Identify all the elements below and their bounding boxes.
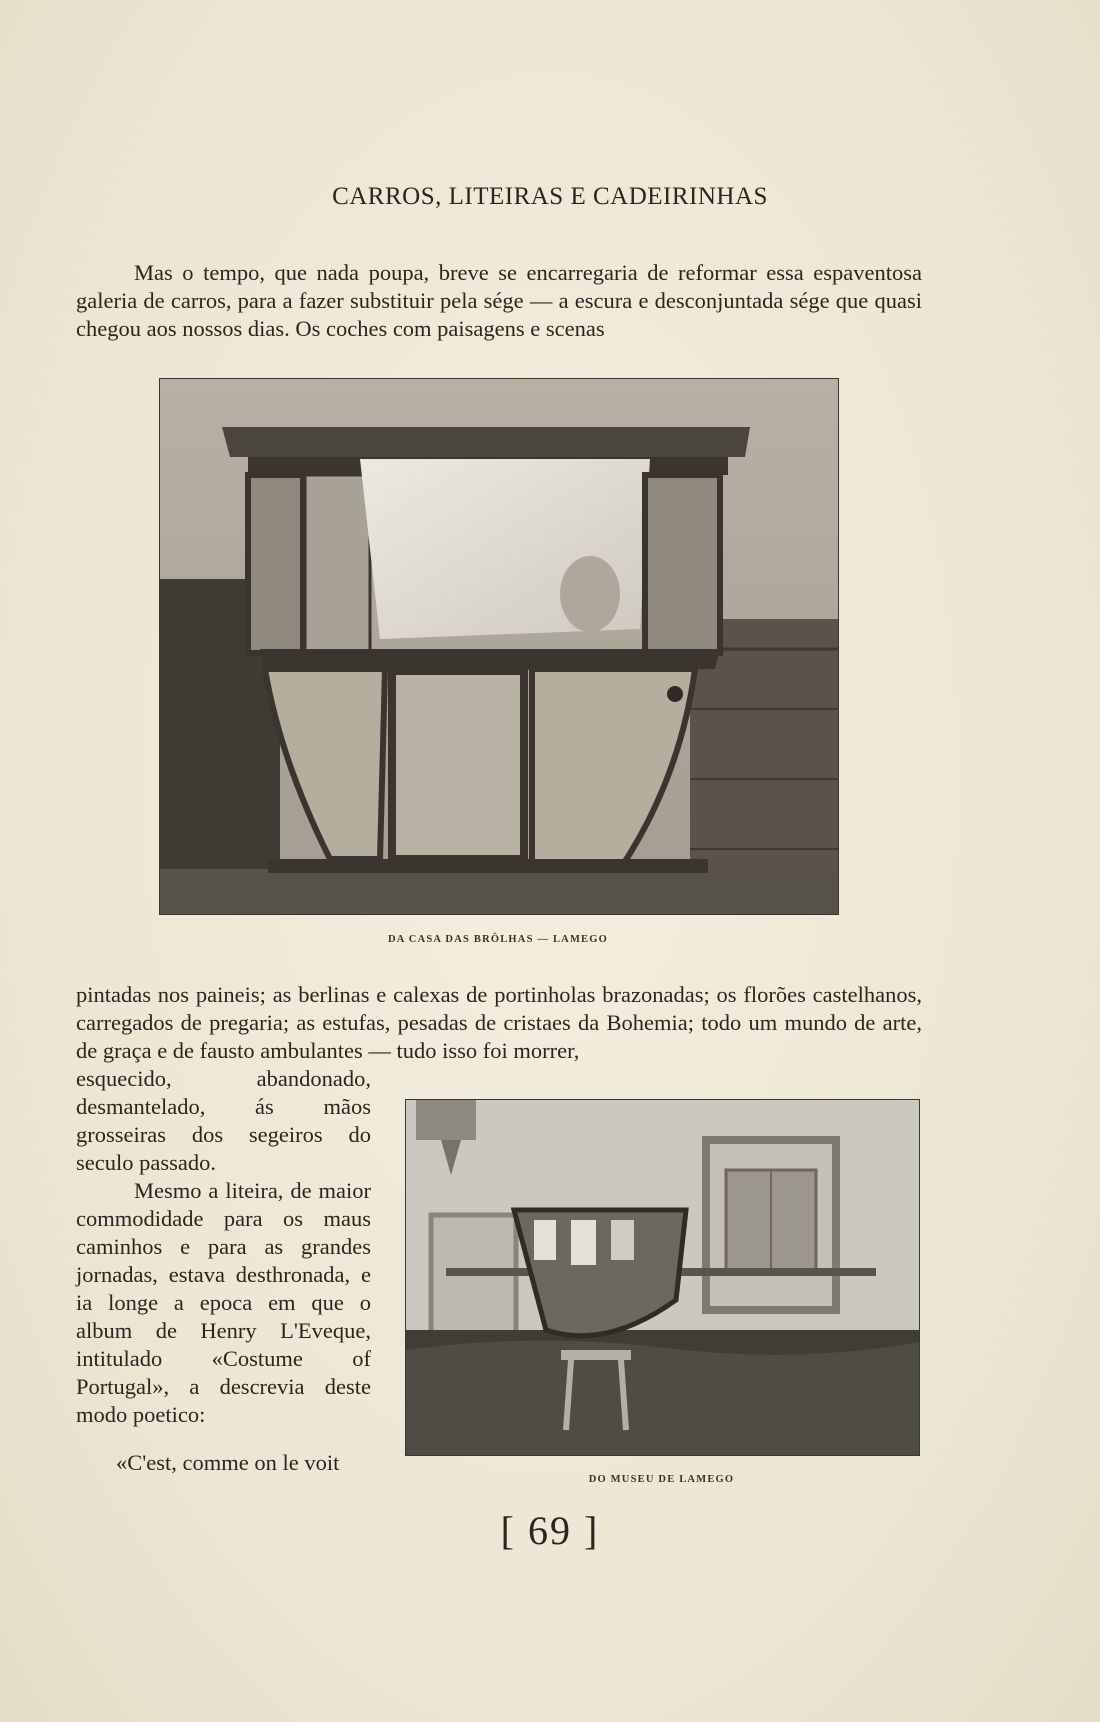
figure-caption: DO MUSEU DE LAMEGO bbox=[588, 1474, 735, 1485]
paragraph-intro bbox=[76, 259, 922, 343]
paragraph-narrow-start: esquecido, abandonado, desmantelado, ás mãos grosseiras dos segeiros do seculo passado. bbox=[76, 1066, 371, 1175]
sedan-chair-illustration bbox=[160, 379, 838, 914]
page-number: [ 69 ] bbox=[500, 1508, 600, 1553]
figure-litter-photo bbox=[405, 1099, 920, 1456]
litter-illustration bbox=[406, 1100, 919, 1455]
paragraph-intro-text: Mas o tempo, que nada poupa, breve se encarregaria de reformar essa espaventosa galeria de carros, para a fazer substituir pela sége — a escura e desconjuntada sége que quasi chegou aos nossos dias. Os coches com paisagens e scenas bbox=[76, 260, 922, 341]
running-head: CARROS, LITEIRAS E CADEIRINHAS bbox=[332, 183, 768, 210]
figure-sedan-chair-photo bbox=[159, 378, 839, 915]
figure-caption: DA CASA DAS BRÔLHAS — LAMEGO bbox=[387, 934, 608, 945]
paragraph-narrow-column bbox=[76, 1065, 371, 1429]
quotation-start bbox=[76, 1449, 371, 1477]
paragraph-continued: pintadas nos paineis; as berlinas e calexas de portinholas brazonadas; os florões castelhanos, carregados de pregaria; as estufas, pesadas de cristaes da Bohemia; todo um mundo de arte, de graça e de fausto ambulantes — tudo isso foi morrer, bbox=[76, 982, 922, 1063]
quotation-start-text: «C'est, comme on le voit bbox=[116, 1450, 340, 1475]
paragraph-narrow-rest: Mesmo a liteira, de maior commodidade para os maus caminhos e para as grandes jornadas, estava desthronada, e ia longe a epoca em que o album de Henry L'Eveque, intitulado «Costume of Portugal», a descrevia deste modo poetico: bbox=[76, 1178, 371, 1427]
